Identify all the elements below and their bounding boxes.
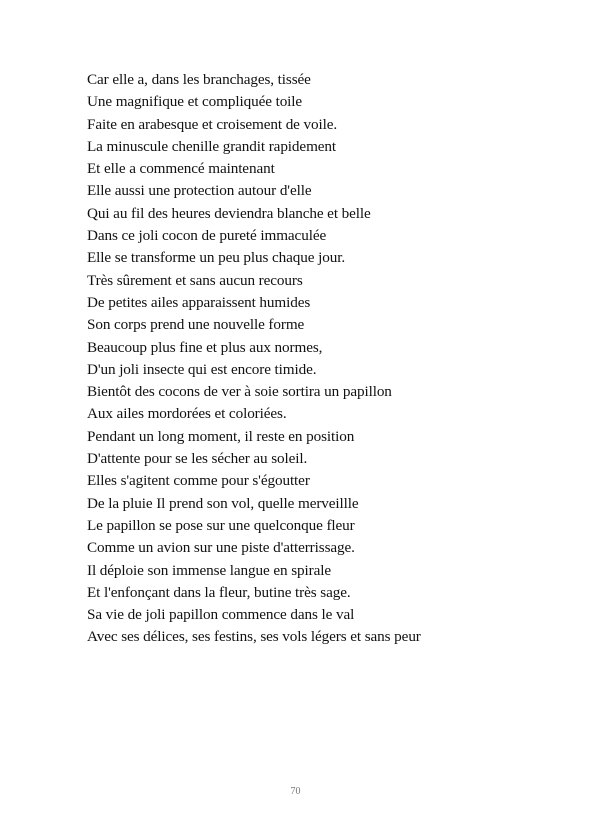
poem-line: Une magnifique et compliquée toile bbox=[87, 93, 303, 111]
poem-line: Pendant un long moment, il reste en position bbox=[87, 427, 355, 445]
poem-line: Elle aussi une protection autour d'elle bbox=[87, 182, 312, 200]
poem-line: Faite en arabesque et croisement de voile. bbox=[87, 115, 338, 133]
poem-line: Qui au fil des heures deviendra blanche et belle bbox=[87, 204, 371, 222]
poem-line: Elles s'agitent comme pour s'égoutter bbox=[87, 472, 310, 490]
poem-line: Et elle a commencé maintenant bbox=[87, 160, 275, 178]
poem-line: Aux ailes mordorées et coloriées. bbox=[87, 405, 287, 423]
page-number: 70 bbox=[290, 786, 301, 797]
poem-line: D'un joli insecte qui est encore timide. bbox=[87, 360, 317, 378]
poem-line: Elle se transforme un peu plus chaque jour. bbox=[87, 249, 346, 267]
poem-line: De la pluie Il prend son vol, quelle merveillle bbox=[87, 494, 359, 512]
poem-line: Et l'enfonçant dans la fleur, butine très sage. bbox=[87, 583, 351, 601]
poem-line: Très sûrement et sans aucun recours bbox=[87, 271, 303, 289]
poem-line: Bientôt des cocons de ver à soie sortira un papillon bbox=[87, 383, 392, 401]
poem-line: Dans ce joli cocon de pureté immaculée bbox=[87, 227, 327, 245]
poem-line: Il déploie son immense langue en spirale bbox=[87, 561, 331, 579]
poem-line: Le papillon se pose sur une quelconque fleur bbox=[87, 516, 355, 534]
poem-line: Comme un avion sur une piste d'atterrissage. bbox=[87, 539, 355, 557]
poem-line: Beaucoup plus fine et plus aux normes, bbox=[87, 338, 323, 356]
poem-line: D'attente pour se les sécher au soleil. bbox=[87, 450, 308, 468]
poem-line: De petites ailes apparaissent humides bbox=[87, 293, 311, 311]
poem-line: Car elle a, dans les branchages, tissée bbox=[87, 71, 311, 88]
poem-text bbox=[87, 69, 567, 649]
poem-line: La minuscule chenille grandit rapidement bbox=[87, 137, 337, 155]
poem-line: Avec ses délices, ses festins, ses vols légers et sans peur bbox=[87, 628, 421, 646]
poem-line: Son corps prend une nouvelle forme bbox=[87, 316, 305, 334]
poem-line: Sa vie de joli papillon commence dans le val bbox=[87, 606, 355, 624]
